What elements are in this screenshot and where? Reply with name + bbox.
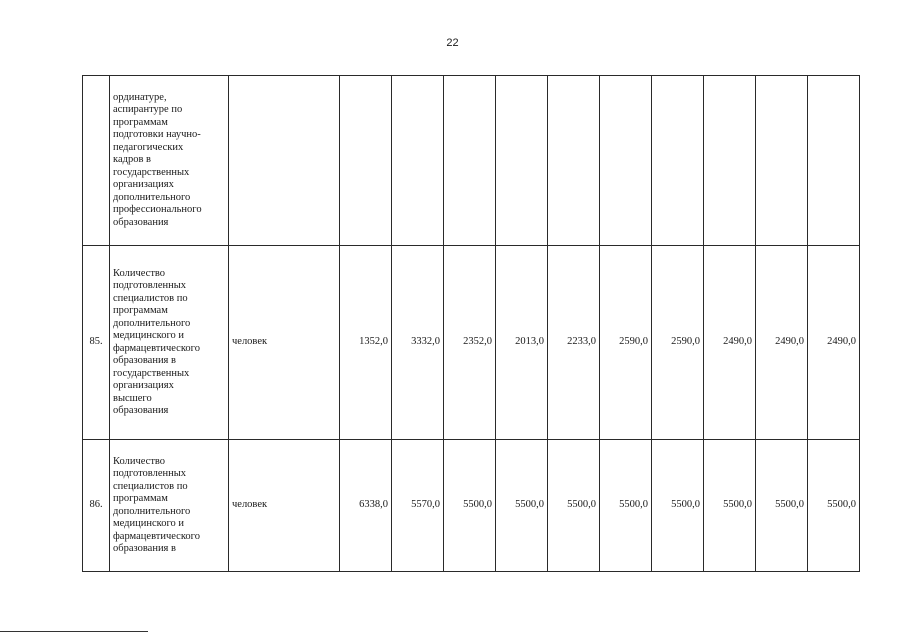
value-cell: 6338,0 bbox=[340, 440, 392, 572]
description-line: профессионального bbox=[113, 204, 202, 216]
description-line: медицинского и bbox=[113, 330, 185, 341]
description-line: Количество bbox=[113, 455, 166, 467]
unit-cell bbox=[229, 76, 340, 246]
page-number: 22 bbox=[446, 37, 459, 49]
value-cell: 5500,0 bbox=[496, 440, 548, 572]
description-line: организациях bbox=[113, 179, 174, 191]
description-line: Количество bbox=[113, 267, 166, 279]
indicator-description bbox=[110, 246, 229, 440]
description-line: дополнительного bbox=[113, 505, 191, 517]
description-line: фармацевтического bbox=[113, 342, 200, 354]
row-number: 86. bbox=[83, 440, 110, 572]
description-line: образования в bbox=[113, 543, 176, 554]
value-cell: 5570,0 bbox=[392, 440, 444, 572]
description-line: программам bbox=[113, 493, 168, 504]
value-cell: 2490,0 bbox=[756, 246, 808, 440]
description-line: программам bbox=[113, 305, 168, 316]
value-cell bbox=[548, 76, 600, 246]
unit-cell: человек bbox=[229, 440, 340, 572]
indicator-description bbox=[110, 76, 229, 246]
description-line: фармацевтического bbox=[113, 530, 200, 542]
value-cell: 5500,0 bbox=[704, 440, 756, 572]
value-cell: 5500,0 bbox=[652, 440, 704, 572]
unit-cell: человек bbox=[229, 246, 340, 440]
value-cell bbox=[704, 76, 756, 246]
value-cell: 2590,0 bbox=[600, 246, 652, 440]
value-cell: 5500,0 bbox=[600, 440, 652, 572]
description-line: аспирантуре по bbox=[113, 104, 183, 116]
row-number bbox=[83, 76, 110, 246]
description-line: образования bbox=[113, 216, 169, 228]
description-line: ординатуре, bbox=[113, 91, 167, 103]
description-line: дополнительного bbox=[113, 317, 191, 329]
footnote-separator bbox=[0, 631, 148, 632]
table-row bbox=[83, 246, 860, 440]
description-line: государственных bbox=[113, 367, 190, 379]
table-body bbox=[83, 76, 860, 572]
value-cell bbox=[392, 76, 444, 246]
description-line: специалистов по bbox=[113, 480, 188, 492]
description-line: организациях bbox=[113, 380, 174, 391]
value-cell: 2490,0 bbox=[808, 246, 860, 440]
value-cell bbox=[652, 76, 704, 246]
description-line: подготовки научно- bbox=[113, 129, 201, 141]
description-line: специалистов по bbox=[113, 292, 188, 304]
value-cell: 1352,0 bbox=[340, 246, 392, 440]
value-cell: 2233,0 bbox=[548, 246, 600, 440]
value-cell: 5500,0 bbox=[444, 440, 496, 572]
value-cell bbox=[756, 76, 808, 246]
indicator-description bbox=[110, 440, 229, 572]
description-line: дополнительного bbox=[113, 191, 191, 203]
description-line: педагогических bbox=[113, 141, 184, 153]
description-line: кадров в bbox=[113, 154, 151, 166]
description-line: государственных bbox=[113, 166, 190, 178]
value-cell: 3332,0 bbox=[392, 246, 444, 440]
description-line: образования bbox=[113, 405, 169, 416]
value-cell: 5500,0 bbox=[548, 440, 600, 572]
value-cell bbox=[444, 76, 496, 246]
value-cell: 5500,0 bbox=[808, 440, 860, 572]
value-cell bbox=[600, 76, 652, 246]
indicator-table bbox=[82, 75, 860, 572]
row-number: 85. bbox=[83, 246, 110, 440]
table-row bbox=[83, 76, 860, 246]
value-cell bbox=[496, 76, 548, 246]
description-line: медицинского и bbox=[113, 518, 185, 529]
value-cell: 2352,0 bbox=[444, 246, 496, 440]
description-line: подготовленных bbox=[113, 280, 187, 291]
description-line: образования в bbox=[113, 355, 176, 366]
value-cell: 2590,0 bbox=[652, 246, 704, 440]
description-line: подготовленных bbox=[113, 468, 187, 479]
table-row bbox=[83, 440, 860, 572]
value-cell: 2490,0 bbox=[704, 246, 756, 440]
description-line: высшего bbox=[113, 392, 152, 404]
value-cell: 2013,0 bbox=[496, 246, 548, 440]
value-cell bbox=[340, 76, 392, 246]
value-cell bbox=[808, 76, 860, 246]
description-line: программам bbox=[113, 116, 168, 128]
value-cell: 5500,0 bbox=[756, 440, 808, 572]
